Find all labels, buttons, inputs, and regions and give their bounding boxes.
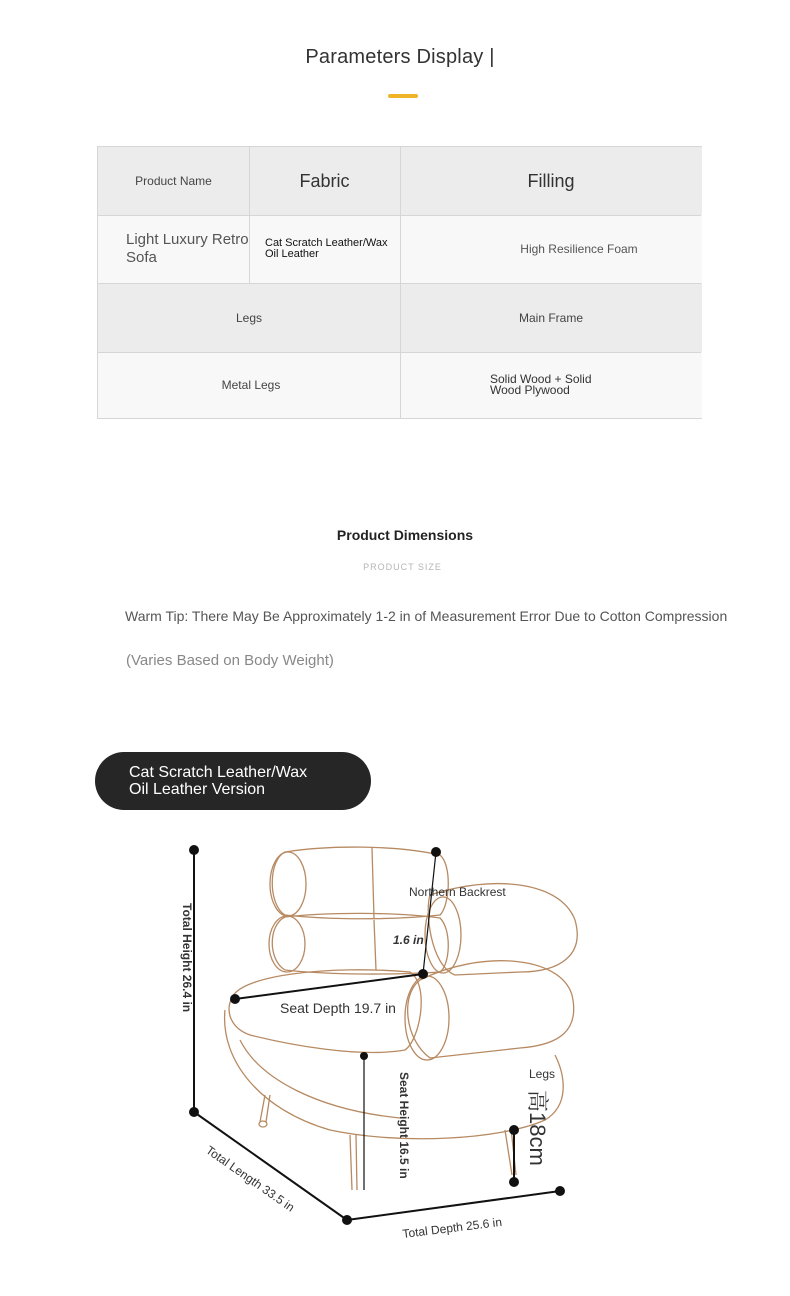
fabric-header: Fabric bbox=[249, 147, 400, 215]
fabric-value-line1: Cat Scratch Leather/Wax bbox=[265, 237, 388, 249]
page-title: Parameters Display | bbox=[305, 46, 495, 68]
leg-height-label: 高18cm bbox=[525, 1090, 550, 1166]
version-line1: Cat Scratch Leather/Wax bbox=[129, 764, 308, 781]
seat-depth-label: Seat Depth 19.7 in bbox=[280, 1000, 396, 1016]
main-frame-header: Main Frame bbox=[400, 283, 702, 352]
dimensions-heading: Product Dimensions bbox=[336, 527, 474, 543]
product-name-header: Product Name bbox=[98, 147, 249, 215]
dimensions-subheading: PRODUCT SIZE bbox=[363, 562, 442, 572]
legs-value: Metal Legs bbox=[98, 352, 400, 418]
main-frame-value-line1: Solid Wood + Solid bbox=[490, 372, 592, 386]
filling-value: High Resilience Foam bbox=[400, 215, 702, 283]
main-frame-value-line2: Wood Plywood bbox=[490, 383, 570, 397]
backrest-thickness-label: 1.6 in bbox=[393, 933, 424, 947]
fabric-value-line2: Oil Leather bbox=[265, 248, 319, 260]
version-line2: Oil Leather Version bbox=[129, 781, 266, 798]
warm-tip: Warm Tip: There May Be Approximately 1-2 in of Measurement Error Due to Cotton Compression bbox=[125, 608, 728, 624]
product-name-value: Light Luxury Retro Sofa bbox=[98, 215, 249, 283]
legs-header: Legs bbox=[98, 283, 400, 352]
seat-height-label: Seat Height 16.5 in bbox=[397, 1072, 411, 1179]
total-height-label: Total Height 26.4 in bbox=[180, 903, 194, 1013]
northern-backrest-label: Northern Backrest bbox=[409, 885, 506, 899]
total-depth-label: Total Depth 25.6 in bbox=[401, 1214, 503, 1241]
filling-header: Filling bbox=[400, 147, 702, 215]
total-length-label: Total Length 33.5 in bbox=[203, 1142, 298, 1215]
legs-label: Legs bbox=[529, 1067, 556, 1081]
varies-note: (Varies Based on Body Weight) bbox=[126, 652, 334, 669]
